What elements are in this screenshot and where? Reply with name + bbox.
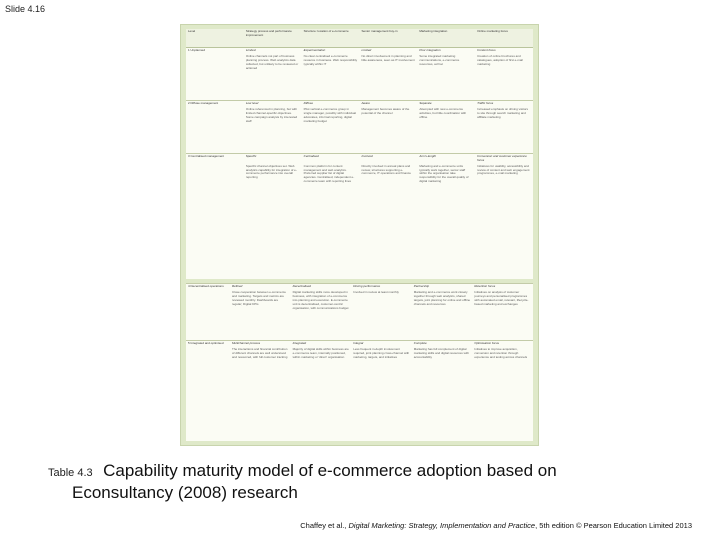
level-cell <box>186 290 230 341</box>
table-cell: Digital marketing skills more developed in business, with integration of e-commerce into planning and execution. E-commerce unit is decentralised, customer-centric organisation, with communications budget <box>292 289 349 310</box>
detail-row <box>186 54 533 101</box>
table-header-row <box>186 29 533 48</box>
table-cell: Close cooperation between e-commerce and marketing. Targets and metrics are reviewed monthly. Dashboards are regular; Digital KPIs <box>232 289 286 306</box>
table-cell: Integrated <box>291 340 352 346</box>
slide-number: Slide 4.16 <box>5 4 46 14</box>
table-cell: Less frequent in-depth involvement required, joint planning cross-channel with marketing, targets, and initiatives <box>353 346 410 359</box>
table-cell: Initiatives on analysis of customer journeys and personalised programmes with automated email, relevant, lifecycle-based marketing and exchanges <box>474 289 529 306</box>
credit-edition: , 5th edition © Pearson Education Limited 2013 <box>535 521 692 530</box>
table-cell: Traffic focus <box>475 100 533 106</box>
table-cell: Refined <box>230 284 291 290</box>
level-cell <box>186 164 244 210</box>
table-cell: Involved <box>359 153 417 163</box>
table-caption <box>48 461 698 502</box>
table-cell: Marketing and e-commerce units typically work together, senior staff within the organisation take responsibility for the overall quality of digital marketing <box>419 163 469 184</box>
table-cell: Increased emphasis on driving visitors to site through search marketing and affiliate marketing <box>477 106 528 119</box>
table-cell: Diffuse <box>302 100 360 106</box>
level-cell <box>186 54 244 101</box>
column-header: Strategy process and performance improvement <box>244 29 302 48</box>
table-cell: No direct involvement in planning and little awareness, seen as IT involvement <box>361 53 415 62</box>
column-header: Structure: location of e-commerce <box>302 29 360 48</box>
table-cell: Driving performance <box>351 284 412 290</box>
table-cell: Common platform for content management and web analytics. Preferred supplier list of digital agencies. Centralised, independent e-commerce team with reporting lines <box>303 163 355 184</box>
table-cell: Initiatives to improve acquisition, conversion and retention through experience and testing across channels <box>474 346 528 359</box>
table-cell: Specific channel objectives set. Web analytics capability for integration of e-commerce performance into overall reporting <box>245 163 297 180</box>
table-panel-bottom <box>186 283 533 441</box>
table-cell: Arm's-length <box>417 153 475 163</box>
table-cell: No clear centralised e-commerce resource in business. Web responsibility typically within IT <box>303 53 358 66</box>
table-cell: Complete <box>412 340 473 346</box>
table-cell: Majority of digital skills within business are e-commerce team, internally positioned, within marketing or 'direct' organisation <box>292 346 349 359</box>
table-cell: Limited <box>359 48 417 54</box>
table-cell: Management becomes aware of the potential of the channel <box>361 106 410 115</box>
credit-book-title: Digital Marketing: Strategy, Implementation and Practice <box>348 521 536 530</box>
table-cell: Directly involved in annual plans and review, structures supporting e-commerce, IT operations and finance <box>361 163 411 176</box>
table-image <box>180 24 539 446</box>
table-cell: Retention focus <box>472 284 533 290</box>
table-cell: Creation of online brochures and catalogues, adoption of first e-mail marketing <box>477 53 523 66</box>
level-cell <box>186 107 244 154</box>
caption-title-line2: Econsultancy (2008) research <box>72 483 298 502</box>
table-cell: Poor integration <box>417 48 475 54</box>
table-cell: Marketing and e-commerce work closely together through web analytics, shared targets, joint planning for online and offline channels and resources <box>413 289 471 306</box>
column-header: Senior management buy-in <box>359 29 417 48</box>
detail-row <box>186 290 533 341</box>
table-panel-top <box>186 29 533 279</box>
caption-title-line1: Capability maturity model of e-commerce adoption based on <box>103 461 557 480</box>
detail-row <box>186 164 533 210</box>
credit-authors: Chaffey et al., <box>300 521 347 530</box>
column-header: Level <box>186 29 244 48</box>
table-cell: Multichannel process <box>230 340 291 346</box>
source-credit <box>300 521 692 530</box>
table-cell: Separate <box>417 100 475 106</box>
level-cell: 5 Integrated and optimised <box>186 340 230 346</box>
table-cell: Low level <box>244 100 302 106</box>
column-header: Online marketing focus <box>475 29 533 48</box>
maturity-table-top <box>186 29 533 210</box>
level-cell: 4 Decentralised operations <box>186 284 230 290</box>
table-cell: Online channels not part of business planning process. Web analytics data collected, but unlikely to be reviewed or actioned <box>245 53 299 70</box>
level-cell: 3 Centralised management <box>186 153 244 163</box>
table-cell: Marketing has full complement of digital marketing skills and digital resources with accountability <box>413 346 469 359</box>
table-cell: Conversion and customer experience focus <box>475 153 533 163</box>
table-cell: The interactions and financial contribution of different channels are well understood and resourced, with full customer tracking <box>232 346 288 359</box>
table-cell: Online referenced in planning, but with limited channel-specific objectives. Some campaign analysis by interested staff <box>245 106 298 123</box>
table-cell: Initiatives for usability, accessibility and review of content and web engagement programmes, e-mail marketing <box>477 163 530 176</box>
table-number: Table 4.3 <box>48 467 93 479</box>
table-cell: Involved in review at least monthly <box>353 289 399 294</box>
table-cell: Some integrated marketing communications, e-commerce resources, ad hoc <box>419 53 460 66</box>
maturity-table-bottom <box>186 283 533 397</box>
table-cell: Decentralised <box>291 284 352 290</box>
table-cell: Integral <box>351 340 412 346</box>
level-cell <box>186 347 230 397</box>
table-cell: Centralised <box>302 153 360 163</box>
table-cell: Pilot vertical e-commerce group in single manager, possibly with individual advocates, informal reporting, digital marketing budget <box>303 106 357 123</box>
level-row <box>186 153 533 163</box>
column-header: Marketing integration <box>417 29 475 48</box>
table-cell: Aware <box>359 100 417 106</box>
table-cell: Optimisation focus <box>472 340 533 346</box>
table-cell: Limited <box>244 48 302 54</box>
detail-row <box>186 347 533 397</box>
detail-row <box>186 107 533 154</box>
level-cell: 1 Unplanned <box>186 48 244 54</box>
table-cell: Experimentation <box>302 48 360 54</box>
level-cell: 2 Diffuse management <box>186 100 244 106</box>
table-cell: Content focus <box>475 48 533 54</box>
table-cell: Partnership <box>412 284 473 290</box>
table-cell: Attempted with new e-commerce activities, but little coordination with offline <box>419 106 467 119</box>
table-cell: Specific <box>244 153 302 163</box>
